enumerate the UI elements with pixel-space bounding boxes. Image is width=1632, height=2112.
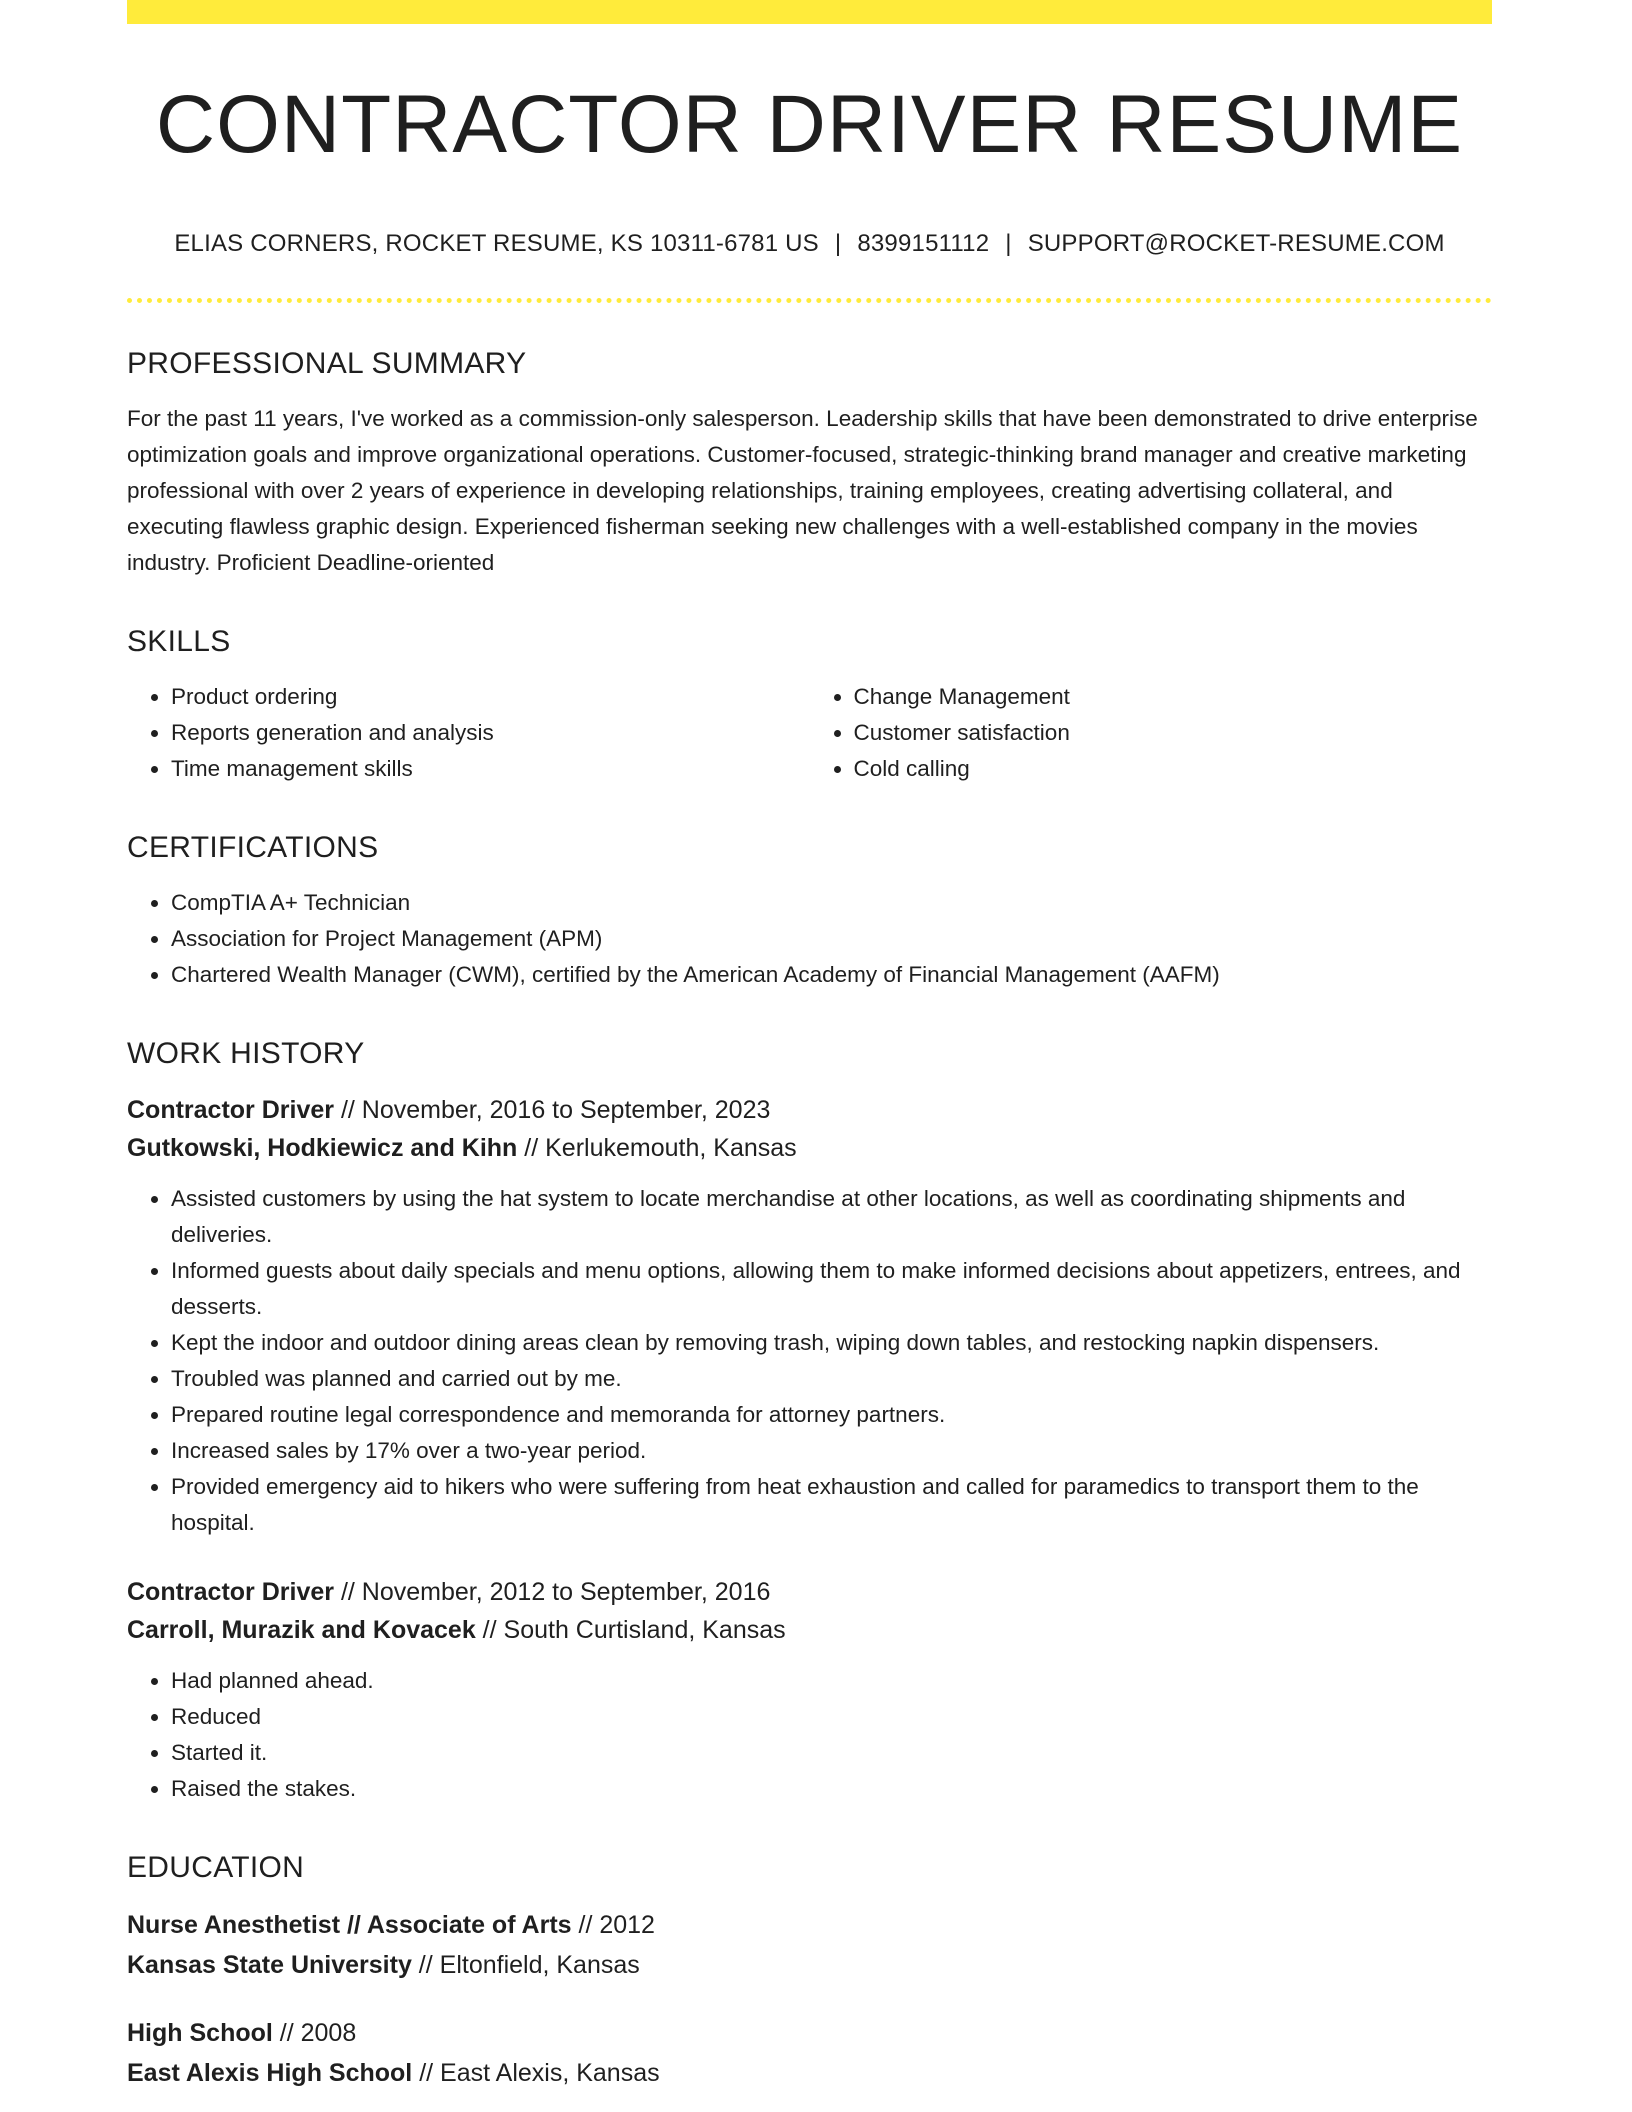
resume-page: [127, 0, 1492, 2093]
job-bullet: • Raised the stakes.: [171, 1771, 1492, 1807]
job-bullet: • Started it.: [171, 1735, 1492, 1771]
contact-address: ELIAS CORNERS, ROCKET RESUME, KS 10311-6781 US: [174, 230, 819, 257]
skills-column-right: [810, 679, 1493, 787]
job-bullet: • Kept the indoor and outdoor dining areas clean by removing trash, wiping down tables, and restocking napkin dispensers.: [171, 1325, 1492, 1361]
education-degree-line: [127, 2013, 1492, 2053]
contact-separator: |: [834, 230, 842, 257]
skill-item: • Product ordering: [171, 679, 810, 715]
job-bullet: • Prepared routine legal correspondence and memoranda for attorney partners.: [171, 1397, 1492, 1433]
education-location: // Eltonfield, Kansas: [411, 1951, 640, 1979]
work-history-heading: WORK HISTORY: [127, 1037, 365, 1070]
job-bullet: • Had planned ahead.: [171, 1663, 1492, 1699]
certification-item: • CompTIA A+ Technician: [171, 885, 1492, 921]
skill-item: • Customer satisfaction: [854, 715, 1493, 751]
job-bullets: [127, 1663, 1492, 1807]
job-title-line: [127, 1091, 1492, 1129]
job-bullet: • Assisted customers by using the hat system to locate merchandise at other locations, as well as coordinating shipments and deliveries.: [171, 1181, 1492, 1253]
job-bullet: • Provided emergency aid to hikers who were suffering from heat exhaustion and called for paramedics to transport them to the hospital.: [171, 1469, 1492, 1541]
contact-phone: 8399151112: [857, 230, 990, 257]
skill-item: • Time management skills: [171, 751, 810, 787]
summary-text: For the past 11 years, I've worked as a commission-only salesperson. Leadership skills that have been demonstrated to drive enterprise optimization goals and improve organizational operations. Customer-focused, strategic-thinking brand manager and creative marketing professional with over 2 years of experience in developing relationships, training employees, creating advertising collateral, and executing flawless graphic design. Experienced fisherman seeking new challenges with a well-established company in the movies industry. Proficient Deadline-oriented: [127, 406, 1478, 575]
job-company: Carroll, Murazik and Kovacek: [127, 1616, 476, 1644]
resume-title: CONTRACTOR DRIVER RESUME: [155, 79, 1464, 170]
certifications-heading: CERTIFICATIONS: [127, 831, 379, 864]
education-year: // 2008: [272, 2019, 357, 2047]
job-entry: [127, 1091, 1492, 1541]
job-title-line: [127, 1573, 1492, 1611]
skills-list: [127, 679, 1492, 787]
job-location: // South Curtisland, Kansas: [475, 1616, 786, 1644]
education-entry: [127, 1905, 1492, 1985]
job-bullets: [127, 1181, 1492, 1541]
education-school: East Alexis High School: [127, 2059, 413, 2087]
contact-line: [127, 230, 1492, 258]
education-degree: High School: [127, 2019, 273, 2047]
education-degree: Nurse Anesthetist // Associate of Arts: [127, 1911, 572, 1939]
education-school-line: [127, 2053, 1492, 2093]
job-location: // Kerlukemouth, Kansas: [517, 1134, 797, 1162]
education-school-line: [127, 1945, 1492, 1985]
job-title: Contractor Driver: [127, 1096, 334, 1124]
education-degree-line: [127, 1905, 1492, 1945]
education-heading: EDUCATION: [127, 1851, 305, 1884]
skill-item: • Change Management: [854, 679, 1493, 715]
contact-separator: |: [1005, 230, 1012, 257]
job-dates: // November, 2016 to September, 2023: [334, 1096, 771, 1124]
education-entry: [127, 2013, 1492, 2093]
summary-heading: PROFESSIONAL SUMMARY: [127, 347, 527, 380]
education-school: Kansas State University: [127, 1951, 412, 1979]
certifications-list: [127, 885, 1492, 993]
education-year: // 2012: [571, 1911, 655, 1939]
contact-email: SUPPORT@ROCKET-RESUME.COM: [1027, 230, 1445, 257]
job-company-line: [127, 1611, 1492, 1649]
job-dates: // November, 2012 to September, 2016: [334, 1578, 771, 1606]
job-bullet: • Troubled was planned and carried out by me.: [171, 1361, 1492, 1397]
certification-item: • Chartered Wealth Manager (CWM), certified by the American Academy of Financial Management (AAFM): [171, 957, 1492, 993]
top-accent-bar: [127, 0, 1492, 24]
dotted-divider: [127, 298, 1492, 303]
skills-column-left: [127, 679, 810, 787]
job-company: Gutkowski, Hodkiewicz and Kihn: [127, 1134, 518, 1162]
job-bullet: • Reduced: [171, 1699, 1492, 1735]
job-title: Contractor Driver: [127, 1578, 334, 1606]
job-entry: [127, 1573, 1492, 1807]
education-location: // East Alexis, Kansas: [412, 2059, 660, 2087]
skill-item: • Reports generation and analysis: [171, 715, 810, 751]
job-company-line: [127, 1129, 1492, 1167]
certification-item: • Association for Project Management (APM): [171, 921, 1492, 957]
skill-item: • Cold calling: [854, 751, 1493, 787]
skills-heading: SKILLS: [127, 625, 231, 658]
job-bullet: • Informed guests about daily specials and menu options, allowing them to make informed decisions about appetizers, entrees, and desserts.: [171, 1253, 1492, 1325]
job-bullet: • Increased sales by 17% over a two-year period.: [171, 1433, 1492, 1469]
